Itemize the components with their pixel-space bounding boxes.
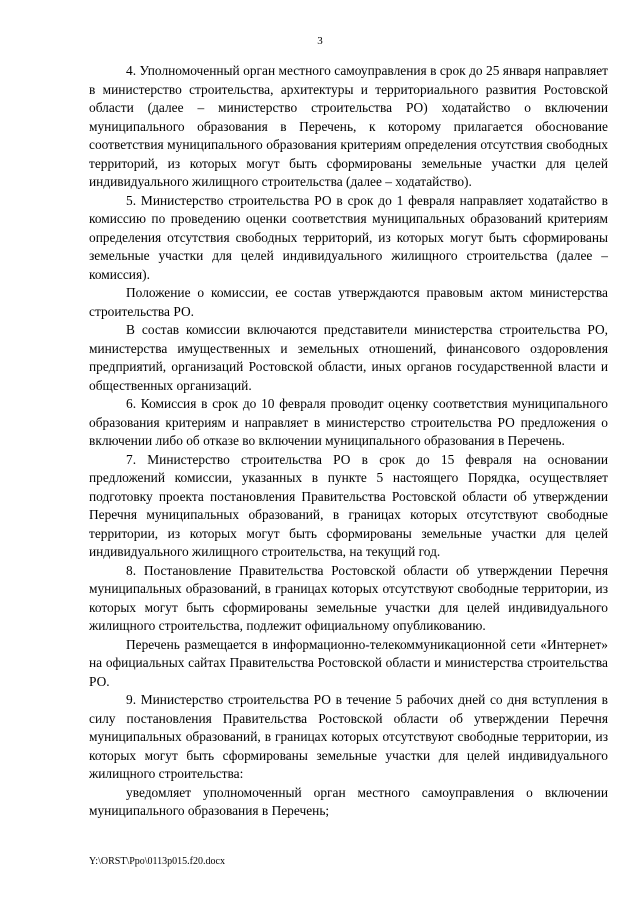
paragraph-4: 4. Уполномоченный орган местного самоуправления в срок до 25 января направляет в министерство строительства, архитектуры и территориального развития Ростовской области (далее – министерство строительства РО) ходатайство о включении муниципального образования в Перечень, к которому прилагается обоснование соответствия муниципального образования критериям определения отсутствия свободных территорий, из которых могут быть сформированы земельные участки для целей индивидуального жилищного строительства (далее – ходатайство). (89, 63, 608, 189)
paragraph-commission-regulation: Положение о комиссии, ее состав утверждаются правовым актом министерства строительства РО. (89, 285, 608, 319)
footer-file-path: Y:\ORST\Ppo\0113p015.f20.docx (89, 856, 225, 867)
paragraph-list-publication: Перечень размещается в информационно-телекоммуникационной сети «Интернет» на официальных сайтах Правительства Ростовской области и министерства строительства РО. (89, 636, 608, 689)
paragraph-9: 9. Министерство строительства РО в течение 5 рабочих дней со дня вступления в силу постановления Правительства Ростовской области об утверждении Перечня муниципальных образований, в границах которых отсутствуют свободные территории, из которых могут быть сформированы земельные участки для целей индивидуального жилищного строительства: (89, 692, 608, 781)
paragraph-8: 8. Постановление Правительства Ростовской области об утверждении Перечня муниципальных образований, в границах которых отсутствуют свободные территории, из которых могут быть сформированы земельные участки для целей индивидуального жилищного строительства, подлежит официальному опубликованию. (89, 562, 608, 633)
paragraph-6: 6. Комиссия в срок до 10 февраля проводит оценку соответствия муниципального образования критериям и направляет в министерство строительства РО предложения о включении либо об отказе во включении муниципального образования в Перечень. (89, 396, 608, 448)
page-number: 3 (317, 35, 323, 47)
paragraph-7: 7. Министерство строительства РО в срок до 15 февраля на основании предложений комиссии, указанных в пункте 5 настоящего Порядка, осуществляет подготовку проекта постановления Правительства Ростовской области об утверждении Перечня муниципальных образований, в границах которых отсутствуют свободные территории, из которых могут быть сформированы земельные участки для целей индивидуального жилищного строительства, на текущий год. (89, 451, 608, 559)
paragraph-commission-members: В состав комиссии включаются представители министерства строительства РО, министерства имущественных и земельных отношений, финансового оздоровления предприятий, организаций Ростовской области, иных органов государственной власти и общественных организаций. (89, 322, 608, 393)
document-body (89, 62, 608, 821)
paragraph-5: 5. Министерство строительства РО в срок до 1 февраля направляет ходатайство в комиссию по проведению оценки соответствия муниципальных образований критериям определения отсутствия свободных территорий, из которых могут быть сформированы земельные участки для целей индивидуального жилищного строительства (далее – комиссия). (89, 192, 608, 282)
paragraph-9-notify: уведомляет уполномоченный орган местного самоуправления о включении муниципального образования в Перечень; (89, 784, 608, 818)
